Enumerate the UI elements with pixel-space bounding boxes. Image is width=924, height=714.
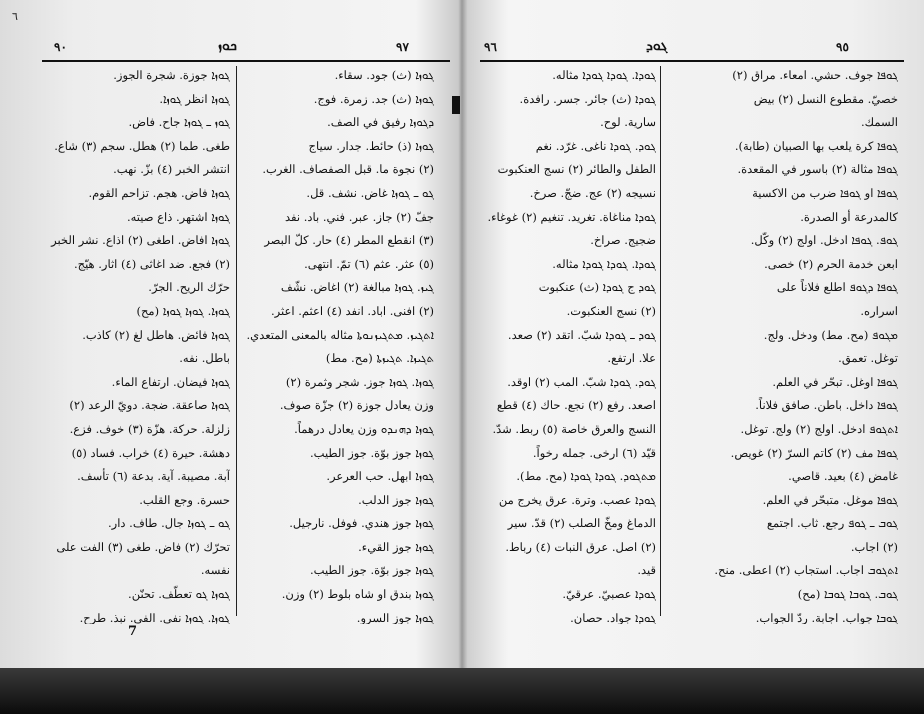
entry-line: نسيجه (٢) عج. ضجّ. صرخ. xyxy=(529,185,656,200)
entry-line: ضجيج. صراخ. xyxy=(590,233,656,248)
header-rule xyxy=(42,60,450,62)
entry-line: ܡܬܓܘܕ. ܓܘܕܐ ܓܘܕܐ (مح. مط). xyxy=(516,469,656,484)
entry-line: ܓܘܙܐ ابهل. حب العرعر. xyxy=(326,469,434,484)
entry-line: ܓܘܦܐ داخل. باطن. صافق فلاناً. xyxy=(755,398,898,413)
entry-line: ܓܘܦܐ كرة يلعب بها الصبيان (طابة). xyxy=(734,138,898,153)
scan-bottom-shadow xyxy=(0,668,924,714)
entry-line: ܓܘܦܐ جوف. حشي. امعاء. مراق (٢) xyxy=(732,68,898,82)
header-outer-number: ٩٠ xyxy=(54,40,67,54)
entry-line: السمك. xyxy=(861,115,898,130)
entry-line: (٣) انقطع المطر (٤) حار. كلّ البصر xyxy=(264,233,434,248)
header-outer-number: ٩٥ xyxy=(836,40,849,54)
entry-line: (٢) فجع. ضد اغاثى (٤) اثار. هيّج. xyxy=(74,256,230,271)
entry-line: ܓܘܙܐ. ܓܘܙܐ نفى. الفى. نبذ. طرح. xyxy=(79,610,230,624)
entry-line: (٢) افنى. اباد. انفد (٤) اعثم. اعثر. xyxy=(271,303,434,318)
entry-line: ܓܘܙܐ ܕܗܢܕܘ وزن يعادل درهماً. xyxy=(294,421,434,436)
entry-line: ܓܘܙܐ فاض. هجم. تزاحم القوم. xyxy=(88,185,230,200)
entry-line: (٢) اجاب. xyxy=(850,539,898,554)
footer-page-number: 7 xyxy=(128,624,138,639)
entry-line: ܓܘܦܐ او ܓܘܦܐ ضرب من الاكسية xyxy=(752,185,898,200)
entry-line: ܓܘܦܐ مف (٢) كاتم السرّ (٢) غويص. xyxy=(730,445,898,460)
entry-line: ܓܘܙܐ (ذ) حائط. جدار. سياج xyxy=(308,138,434,153)
entry-line: ܓܘܙܐ ܓܘ تعطّف. تحنّن. xyxy=(128,587,230,602)
entry-line: ܓܘܒ ـ ܓܘܦ رجع. ثاب. اجتمع xyxy=(766,516,898,531)
entry-line: ܓܘ ـ ܓܘܙܐ جال. طاف. دار. xyxy=(108,516,230,531)
entry-line: حرّك الريح. الجرّ. xyxy=(148,280,230,295)
entry-line: النسج والعرق خاصة (٥) ربط. شدّ. xyxy=(492,421,656,436)
entry-line: ܐܬܓܘܦ ادخل. اولج (٢) ولج. توغل. xyxy=(740,421,898,436)
entry-line: ܓܘܙܐ. ܓܘܙܐ ܓܘܙܐ (مح) xyxy=(136,303,230,318)
entry-line: ܓܘܙܐ جوز هندي. فوفل. نارجيل. xyxy=(289,516,434,531)
entry-line: ܓܘܙܐ انظر ܓܘܙܐ. xyxy=(159,91,230,106)
entry-line: ܓܘܙܐ اشتهر. ذاع صيته. xyxy=(126,209,230,224)
left-page-column-left xyxy=(40,64,230,624)
entry-line: ܓܘܙܐ فائض. هاطل لغ (٢) كاذب. xyxy=(82,327,230,342)
entry-line: زلزلة. حركة. هزّة (٣) خوف. فزع. xyxy=(69,421,230,436)
right-page-column-left xyxy=(480,64,656,624)
entry-line: ܓܘܙܐ افاض. اطغى (٢) اذاع. نشر الخبر xyxy=(51,233,230,248)
entry-line: ܓܘܕܐ مناغاة. تغريد. تنغيم (٢) غوغاء. xyxy=(487,209,656,224)
margin-mark xyxy=(452,96,460,114)
entry-line: ܓܘܙܐ (ث) جود. سقاء. xyxy=(334,68,434,82)
entry-line: ܓܘܦܐ موغل. متبحّر في العلم. xyxy=(762,492,898,507)
entry-line: الطفل والطائر (٢) نسج العنكبوت xyxy=(497,162,656,177)
entry-line: ܓܘܕ ج ܓܘܕܐ (ث) عنكبوت xyxy=(538,280,656,295)
entry-line: قيد. xyxy=(637,563,656,578)
entry-line: ܓܘܙܐ فيضان. ارتفاع الماء. xyxy=(111,374,230,389)
entry-line: ܐܬܓܝܙ. ܡܬܓܝܙܢܘܬܐ مثاله بالمعنى المتعدي. xyxy=(246,327,434,342)
left-page xyxy=(0,0,460,668)
left-page-column-right xyxy=(234,64,434,624)
entry-line: ܓܘܙܐ جوز الدلب. xyxy=(358,492,434,507)
right-page-column-right xyxy=(662,64,898,624)
entry-line: ܓܘܕܐ (ث) جائر. جسر. رافدة. xyxy=(519,91,656,106)
entry-line: ܓܘܙܐ جوز بوّة. جوز الطيب. xyxy=(310,445,434,460)
entry-line: (٢) نسج العنكبوت. xyxy=(566,303,656,318)
entry-line: اسراره. xyxy=(860,303,898,318)
entry-line: ܓܘܕ ـ ܓܘܕܐ شبّ. اتقد (٢) صعد. xyxy=(507,327,656,342)
entry-line: توغل. تعمق. xyxy=(838,351,898,366)
entry-line: ܓܘܒ. ܓܘܒܐ ܓܘܒܐ (مح) xyxy=(797,587,898,602)
entry-line: ܓܝܙ. ܓܘܙܐ مبالغة (٢) اغاض. نشّف xyxy=(280,280,434,295)
entry-line: خصيّ. مقطوع النسل (٢) بيض xyxy=(753,91,898,106)
corner-mark: ٦ xyxy=(12,10,18,23)
entry-line: ܡܓܘܦ (مح. مط) ودخل. ولج. xyxy=(763,327,898,342)
entry-line: ܓܘܕܐ عصب. وترة. عرق يخرج من xyxy=(498,492,656,507)
entry-line: ܓܘ ـ ܓܘܙܐ غاض. نشف. قل. xyxy=(306,185,434,200)
entry-line: تحرّك (٢) فاض. طغى (٣) الفت على xyxy=(56,539,230,554)
entry-line: (٥) عثر. عثم (٦) تمّ. انتهى. xyxy=(304,256,434,271)
entry-line: باطل. نفه. xyxy=(179,351,230,366)
entry-line: ابعن خدمة الحرم (٢) خصى. xyxy=(764,256,898,271)
entry-line: ܓܘܙܐ جوزة. شجرة الجوز. xyxy=(113,68,230,82)
entry-line: ܓܘܕܐ عصبيّ. عرقيّ. xyxy=(562,587,656,602)
entry-line: ܬܓܝܙܐ. ܬܓܝܙܬܐ (مح. مط) xyxy=(325,351,434,366)
entry-line: دهشة. حيرة (٤) خراب. فساد (٥) xyxy=(71,445,230,460)
entry-line: نفسه. xyxy=(200,563,230,578)
entry-line: ܓܘܙܐ جوز بوّة. جوز الطيب. xyxy=(310,563,434,578)
entry-line: ܐܬܓܘܒ اجاب. استجاب (٢) اعطى. منح. xyxy=(714,563,898,578)
entry-line: ܓܘܕ. ܓܘܕܐ ناغى. غرّد. نغم xyxy=(535,138,656,153)
entry-line: ܓܘܕܐ. ܓܘܕܐ ܓܘܕܐ مثاله. xyxy=(552,256,656,271)
right-page xyxy=(466,0,924,668)
entry-line: آبة. مصيبة. آية. بدعة (٦) تأسف. xyxy=(77,469,230,484)
column-divider xyxy=(236,66,237,616)
entry-line: حسرة. وجع القلب. xyxy=(139,492,230,507)
entry-line: ܓܘܦ. ܓܘܦܐ ادخل. اولج (٢) وكّل. xyxy=(750,233,898,248)
column-divider xyxy=(660,66,661,616)
entry-line: ܓܘܕ. ܓܘܕܐ شبّ. المب (٢) اوقد. xyxy=(507,374,656,389)
entry-line: طغى. طما (٢) هطل. سجم (٣) شاع. xyxy=(54,138,230,153)
entry-line: ܓܘܙܐ جوز القيء. xyxy=(358,539,434,554)
entry-line: انتشر الخبر (٤) بزّ. نهب. xyxy=(113,162,230,177)
entry-line: ܓܘܒܐ جواب. اجابة. ردّ الجواب. xyxy=(755,610,898,624)
entry-line: الدماغ ومخّ الصلب (٢) قدّ. سير xyxy=(507,516,656,531)
entry-line: كالمدرعة أو الصدرة. xyxy=(800,209,898,224)
entry-line: ܓܘܕܐ. ܓܘܕܐ ܓܘܕܐ مثاله. xyxy=(552,68,656,82)
entry-line: ܓܘܦܐ اوغل. تبحّر في العلم. xyxy=(772,374,898,389)
entry-line: ܓܘܦܐ مثالة (٢) باسور في المقعدة. xyxy=(737,162,898,177)
entry-line: ܓܘܕܐ جواد. حصان. xyxy=(570,610,656,624)
header-title: ܓܘܕ xyxy=(646,38,668,54)
entry-line: ܓܘܙܐ جوز السرو. xyxy=(356,610,434,624)
header-page-number: ٩٦ xyxy=(484,40,497,54)
entry-line: ܓܘܙܐ صاعقة. ضجة. دويّ الرعد (٢) xyxy=(69,398,230,413)
entry-line: وزن يعادل جوزة (٢) جزّة صوف. xyxy=(279,398,434,413)
entry-line: (٢) اصل. عرق النبات (٤) رباط. xyxy=(505,539,656,554)
entry-line: قيّد (٦) ارخى. جمله رخواً. xyxy=(532,445,656,460)
header-title: ܟܘܙ xyxy=(218,38,237,54)
entry-line: ܕܓܘܙܐ رفيق في الصف. xyxy=(327,115,434,130)
entry-line: ܓܘܙܐ. ܓܘܙܐ جوز. شجر وثمرة (٢) xyxy=(285,374,434,389)
entry-line: ܓܘܙ ـ ܓܘܙܐ جاح. فاض. xyxy=(128,115,230,130)
entry-line: ܓܘܙܐ بندق او شاه بلوط (٢) وزن. xyxy=(281,587,434,602)
entry-line: اصعد. رفع (٢) نجع. حاك (٤) قطع xyxy=(496,398,656,413)
entry-line: علا. ارتفع. xyxy=(607,351,656,366)
entry-line: سارية. لوح. xyxy=(600,115,656,130)
entry-line: ܓܘܦܐ ܕܓܘܦ اطلع فلاناً على xyxy=(776,280,898,295)
header-page-number: ٩٧ xyxy=(396,40,409,54)
entry-line: جفّ (٢) جاز. عبر. فني. باد. نفد xyxy=(284,209,434,224)
entry-line: ܓܘܙܐ (ث) جد. زمرة. فوج. xyxy=(313,91,434,106)
entry-line: غامض (٤) بعيد. قاصي. xyxy=(788,469,898,484)
entry-line: (٢) نجوة ما. قبل الصفصاف. الغرب. xyxy=(262,162,434,177)
header-rule xyxy=(480,60,904,62)
